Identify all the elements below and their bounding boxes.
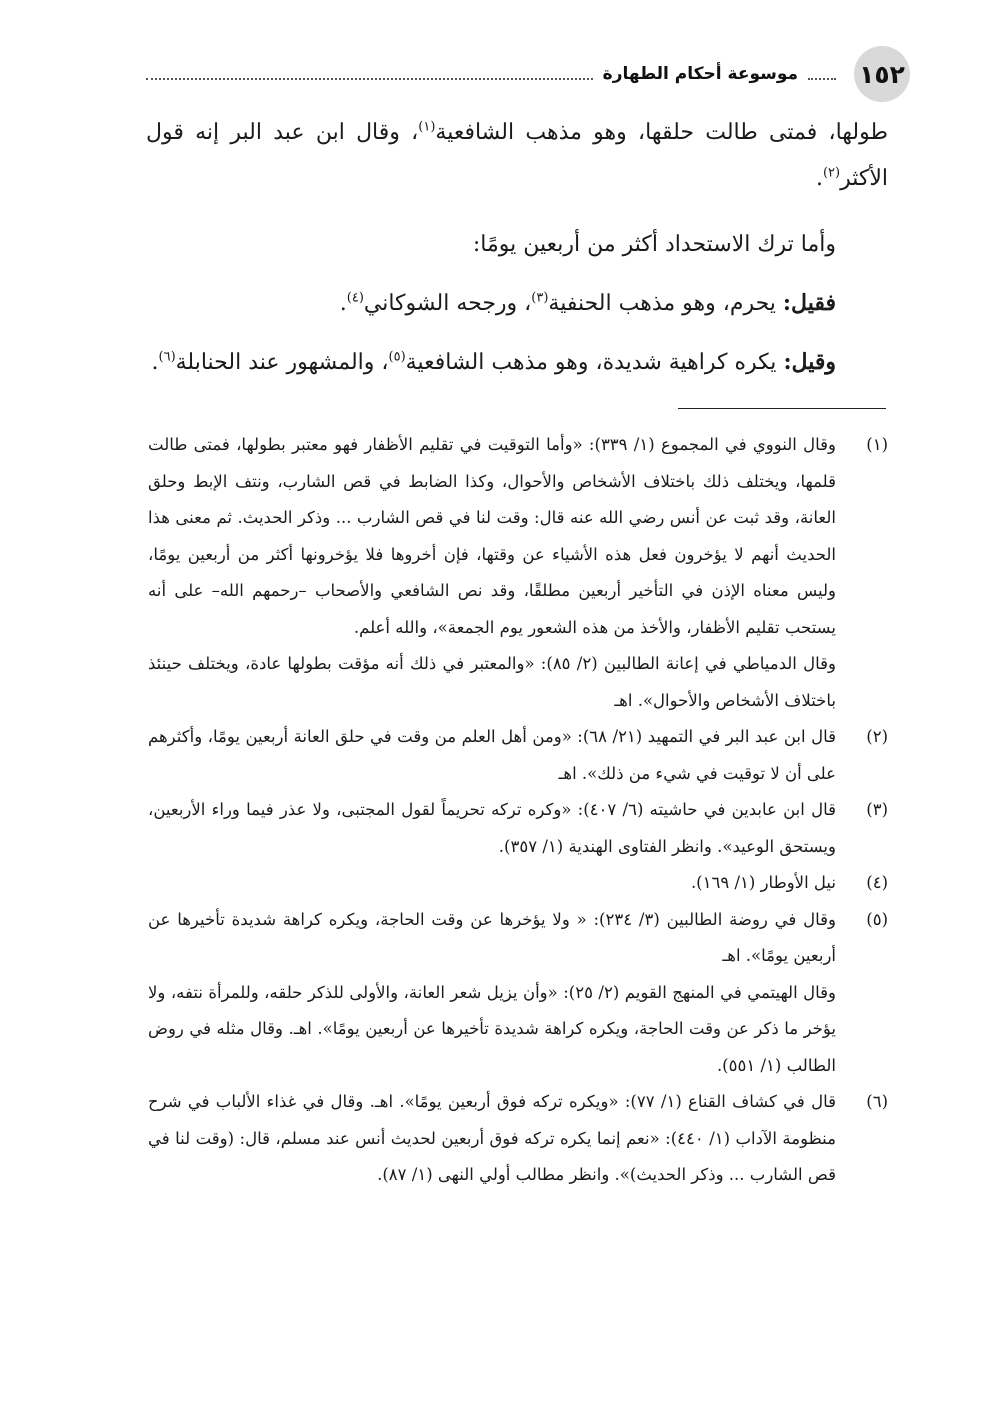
footnote-text: قال ابن عبد البر في التمهيد (٢١/ ٦٨): «ومن أهل العلم من وقت في حلق العانة أربعين يومًا، وأكثرهم على أن لا توقيت في شيء من ذلك». اهـ [148, 727, 836, 783]
footnote-text: قال في كشاف القناع (١/ ٧٧): «ويكره تركه فوق أربعين يومًا». اهـ. وقال في غذاء الألباب في شرح منظومة الآداب (١/ ٤٤٠): «نعم إنما يكره تركه فوق أربعين لحديث أنس عند مسلم، قال: (وقت لنا في قص الشارب ... وذكر الحديث)». وانظر مطالب أولي النهى (١/ ٨٧). [148, 1092, 836, 1184]
main-text [146, 110, 888, 392]
footnote-2 [148, 719, 888, 792]
paragraph-4-text-b: ، والمشهور عند الحنابلة [175, 350, 389, 375]
footnote-5 [148, 902, 888, 1085]
footnote-text: وقال النووي في المجموع (١/ ٣٣٩): «وأما التوقيت في تقليم الأظفار فهو معتبر بطولها، فمتى طالت قلمها، ويختلف ذلك باختلاف الأشخاص والأحوال، وكذا الضابط في قص الشارب، ونتف الإبط وحلق العانة، وقد ثبت عن أنس رضي الله عنه قال: وقت لنا في قص الشارب ... وذكر الحديث. ثم معنى هذا الحديث أنهم لا يؤخرون فعل هذه الأشياء عن وقتها، فإن أخروها فلا يؤخرونها أكثر من أربعين يومًا، وليس معناه الإذن في التأخير أربعين مطلقًا، وقد نص الشافعي والأصحاب –رحمهم الله– على أنه يستحب تقليم الأظفار، والأخذ من هذه الشعور يوم الجمعة»، والله أعلم. [148, 435, 836, 637]
footnote-text: نيل الأوطار (١/ ١٦٩). [690, 873, 836, 892]
footnote-text: وقال الهيتمي في المنهج القويم (٢/ ٢٥): «وأن يزيل شعر العانة، والأولى للذكر حلقه، وللمرأة نتفه، ولا يؤخر ما ذكر عن وقت الحاجة، ويكره كراهة شديدة تأخيرها عن أربعين يومًا». اهـ. وقال مثله في روض الطالب (١/ ٥٥١). [148, 982, 836, 1075]
footnote-ref-4[interactable]: (٤) [346, 290, 364, 306]
paragraph-4-label: وقيل: [783, 349, 836, 375]
header-dots-left [146, 78, 593, 80]
footnote-text: قال ابن عابدين في حاشيته (٦/ ٤٠٧): «وكره تركه تحريماً لقول المجتبى، ولا عذر فيما وراء الأربعين، ويستحق الوعيد». وانظر الفتاوى الهندية (١/ ٣٥٧). [148, 800, 836, 856]
footnote-body [148, 865, 836, 902]
footnote-ref-1[interactable]: (١) [418, 119, 436, 135]
paragraph-3-text-a: يحرم، وهو مذهب الحنفية [548, 291, 783, 316]
header-dots-right [808, 78, 836, 80]
running-head [146, 61, 836, 87]
page-number-badge: ١٥٢ [854, 46, 910, 102]
footnote-body [148, 1084, 836, 1194]
page-header [146, 44, 905, 104]
footnote-3 [148, 792, 888, 865]
footnote-ref-2[interactable]: (٢) [822, 165, 841, 181]
footnote-ref-3[interactable]: (٣) [531, 290, 549, 306]
paragraph-2: وأما ترك الاستحداد أكثر من أربعين يومًا: [472, 232, 836, 257]
footnote-6 [148, 1084, 888, 1194]
footnote-4 [148, 865, 888, 902]
paragraph-3-end: . [339, 291, 347, 316]
footnotes [148, 427, 888, 1194]
footnote-ref-6[interactable]: (٦) [158, 349, 176, 365]
footnote-text: وقال في روضة الطالبين (٣/ ٢٣٤): « ولا يؤخرها عن وقت الحاجة، ويكره كراهة شديدة تأخيرها عن أربعين يومًا». اهـ [148, 909, 836, 965]
paragraph-1 [146, 110, 888, 202]
paragraph-4-end: . [151, 350, 159, 375]
footnote-1 [148, 427, 888, 719]
main-paragraphs [146, 216, 888, 392]
paragraph-4-text-a: يكره كراهية شديدة، وهو مذهب الشافعية [405, 350, 784, 375]
paragraph-1-text-b: ، وقال ابن عبد البر إنه قول الأكثر [146, 120, 888, 191]
footnote-number: (١) [866, 435, 888, 454]
footnote-number: (٤) [866, 873, 888, 892]
footnote-body [148, 792, 836, 865]
paragraph-3 [146, 274, 888, 333]
footnote-number: (٦) [866, 1092, 888, 1111]
paragraph-3-label: فقيل: [782, 290, 836, 316]
footnote-number: (٢) [866, 727, 888, 746]
paragraph-1-end: . [815, 166, 823, 191]
paragraph-3-text-b: ، ورجحه الشوكاني [363, 291, 532, 316]
footnote-number: (٥) [866, 909, 888, 929]
footnote-body [148, 902, 836, 1085]
paragraph-4 [146, 333, 888, 392]
paragraph-1-text-a: طولها، فمتى طالت حلقها، وهو مذهب الشافعية [435, 120, 888, 145]
footnote-number: (٣) [866, 800, 888, 819]
footnote-separator [678, 408, 886, 409]
footnote-body [148, 719, 836, 792]
book-title: موسوعة أحكام الطهارة [602, 64, 798, 84]
footnote-text: وقال الدمياطي في إعانة الطالبين (٢/ ٨٥): «والمعتبر في ذلك أنه مؤقت بطولها عادة، ويختلف حينئذ باختلاف الأشخاص والأحوال». اهـ [148, 654, 836, 710]
footnote-body [148, 427, 836, 719]
footnote-ref-5[interactable]: (٥) [388, 349, 406, 365]
